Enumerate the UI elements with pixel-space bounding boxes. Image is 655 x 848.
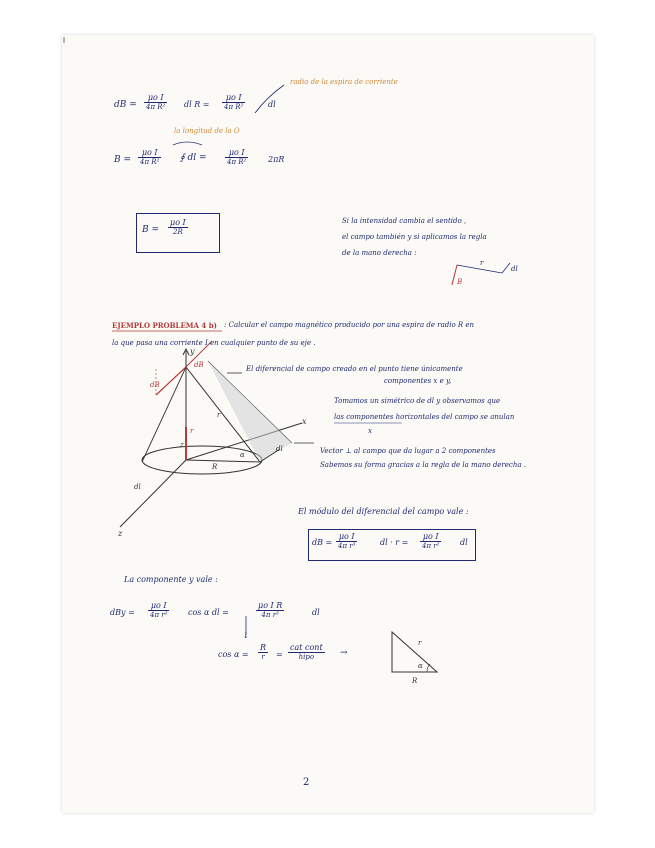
- page-number: 2: [303, 777, 310, 788]
- component-arrow-down: ↓: [242, 631, 250, 641]
- cos-num: R: [260, 643, 267, 652]
- eq2-frac1: [138, 148, 161, 166]
- r-label: r: [217, 411, 221, 419]
- component-frac1-den: 4π r²: [150, 611, 168, 619]
- annotation-3-line1: Vector ⊥ al campo que da lugar a 2 componentes: [320, 447, 496, 455]
- eq2-tail: 2πR: [268, 155, 285, 164]
- example-line2: la que pasa una corriente I en cualquier punto de su eje .: [112, 339, 316, 347]
- cos-eq: =: [276, 650, 283, 659]
- triangle-alpha: α: [418, 662, 423, 670]
- eq1-tail: dl: [268, 100, 276, 109]
- eq2-lhs: B =: [114, 155, 132, 165]
- annotation-3-line2: Sabemos su forma gracias a la regla de la mano derecha .: [320, 461, 526, 469]
- cos-frac: [258, 643, 268, 661]
- dl-right-label: dl: [276, 445, 283, 453]
- triangle-r: r: [418, 639, 422, 647]
- r-vec-label: r: [190, 427, 194, 435]
- eq2-frac2: [225, 148, 248, 166]
- axis-y-label: y: [190, 347, 195, 356]
- module-mid: dl · r =: [380, 538, 409, 547]
- annotation-2-line3: x: [368, 427, 372, 435]
- result-den: 2R: [172, 228, 183, 236]
- eq1-mid: dl R =: [184, 100, 210, 109]
- component-frac2-num: μo I R: [258, 601, 283, 610]
- component-tail: dl: [312, 608, 320, 617]
- annotation-1-line1: El diferencial de campo creado en el punto tiene únicamente: [246, 365, 463, 373]
- module-frac1-den: 4π r³: [338, 542, 356, 550]
- cat-num: cat cont: [290, 643, 323, 652]
- notebook-page: [62, 35, 594, 813]
- axis-x-label: x: [302, 417, 307, 426]
- annotation-2-line1: Tomamos un simétrico de dl y observamos que: [334, 397, 501, 405]
- right-note-line3: de la mano derecha :: [342, 249, 417, 257]
- component-mid: cos α dl =: [188, 608, 229, 617]
- eq2-frac2-den: 4π R²: [227, 158, 247, 166]
- component-frac1: [148, 601, 169, 619]
- component-frac1-num: μo I: [148, 601, 169, 611]
- cat-den: hipo: [298, 653, 315, 661]
- right-note-r: r: [480, 259, 484, 267]
- z-segment-label: z: [180, 441, 184, 449]
- eq2-frac1-num: μo I: [138, 148, 161, 158]
- axis-z-label: z: [118, 529, 123, 538]
- eq1-frac2-num: μo I: [222, 93, 245, 103]
- eq2-note: la longitud de la O: [174, 127, 240, 135]
- eq1-frac1-num: μo I: [144, 93, 167, 103]
- eq2-integral: ∮ dl =: [180, 153, 207, 163]
- cat-frac: [288, 643, 325, 661]
- component-frac2: [256, 601, 284, 619]
- example-line1: : Calcular el campo magnético producido por una espira de radio R en: [224, 321, 475, 329]
- result-lhs: B =: [142, 225, 160, 235]
- result-num: μo I: [170, 218, 186, 227]
- module-text: El módulo del diferencial del campo vale :: [298, 507, 469, 516]
- eq1-note: radio de la espira de corriente: [290, 78, 398, 86]
- dB-small-label: dB: [194, 361, 204, 369]
- dl-left-label: dl: [134, 483, 141, 491]
- component-text: La componente y vale :: [124, 575, 218, 584]
- right-note-b: B: [457, 278, 463, 286]
- right-note-line2: el campo también y si aplicamos la regla: [342, 233, 487, 241]
- cos-den: r: [261, 653, 265, 661]
- right-note-line1: Si la intensidad cambia el sentido ,: [342, 217, 467, 225]
- module-frac1: [336, 532, 357, 550]
- module-tail: dl: [460, 538, 468, 547]
- result-frac: [168, 218, 188, 236]
- eq1-frac2-den: 4π R²: [224, 103, 244, 111]
- dB-label: dB: [150, 381, 160, 389]
- module-frac1-num: μo I: [336, 532, 357, 542]
- right-note-dl: dl: [511, 265, 518, 273]
- triangle-R: R: [412, 677, 418, 685]
- module-lhs: dB =: [312, 538, 333, 547]
- eq1-lhs: dB =: [114, 100, 137, 110]
- module-frac2: [420, 532, 441, 550]
- eq1-frac1-den: 4π R²: [146, 103, 166, 111]
- eq2-frac1-den: 4π R²: [140, 158, 160, 166]
- cos-lhs: cos α =: [218, 650, 249, 659]
- alpha-label: α: [240, 451, 245, 459]
- radius-label: R: [212, 463, 218, 471]
- component-lhs: dBy =: [110, 608, 135, 617]
- cos-arrow-right: →: [340, 648, 348, 658]
- module-frac2-num: μo I: [420, 532, 441, 542]
- annotation-1-line2: componentes x e y,: [384, 377, 452, 385]
- component-frac2-den: 4π r³: [261, 611, 279, 619]
- module-frac2-den: 4π r²: [422, 542, 440, 550]
- eq1-frac2: [222, 93, 245, 111]
- annotation-2-line2: las componentes horizontales del campo se anulan: [334, 413, 515, 421]
- eq1-frac1: [144, 93, 167, 111]
- eq2-frac2-num: μo I: [225, 148, 248, 158]
- example-title: EJEMPLO PROBLEMA 4 b): [112, 321, 217, 330]
